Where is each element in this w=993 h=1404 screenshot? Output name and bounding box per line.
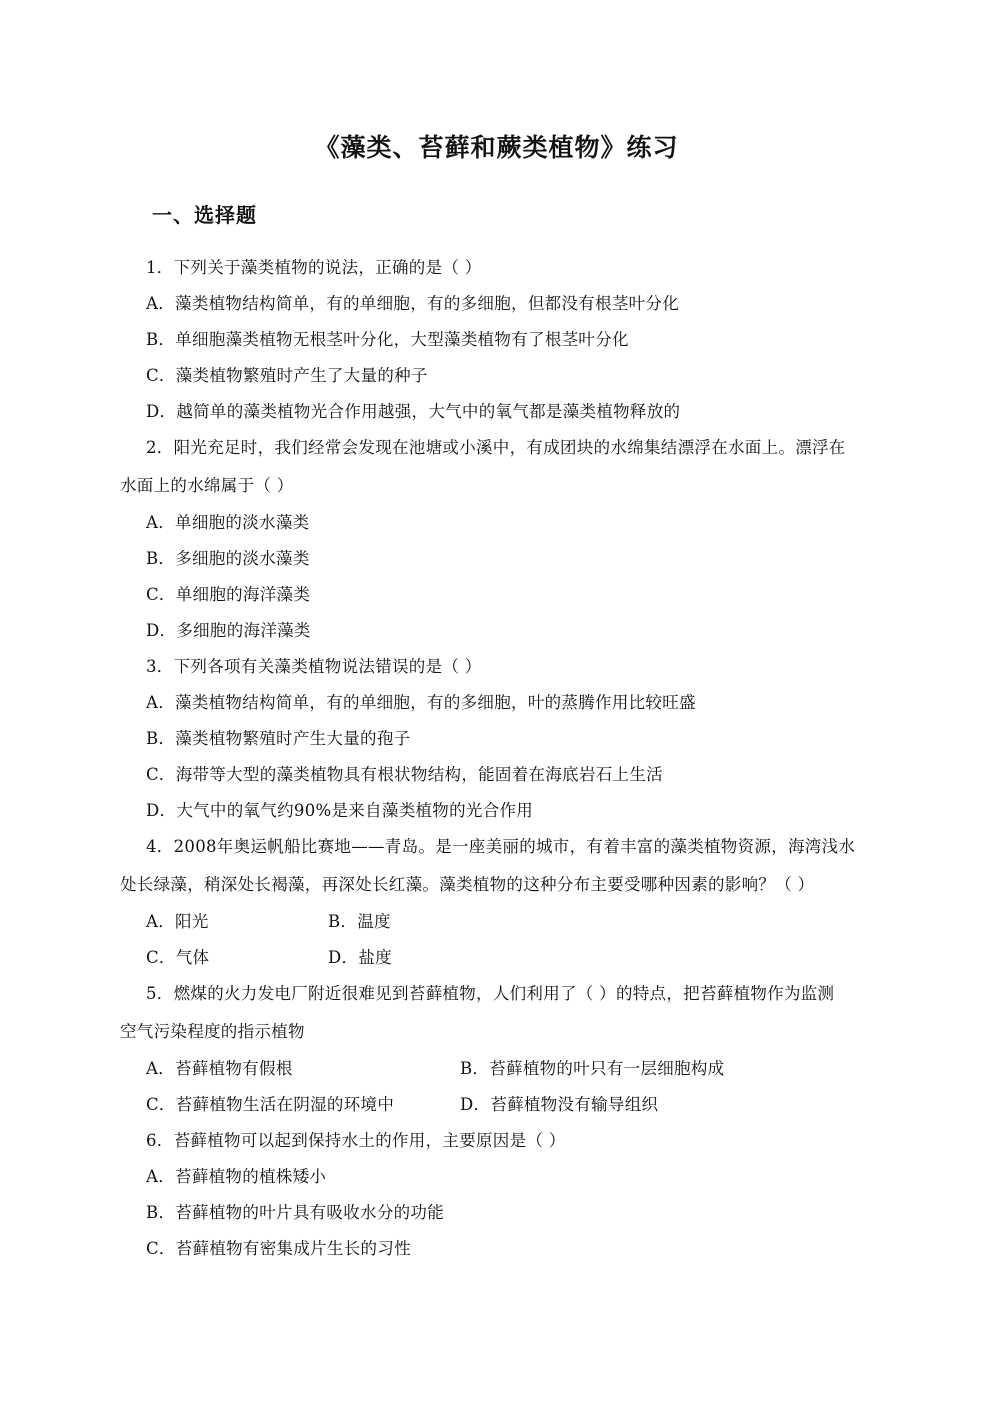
q4-option-c: C．气体 <box>146 948 210 967</box>
q5-option-d: D．苔藓植物没有输导组织 <box>460 1095 659 1114</box>
q4-option-d: D．盐度 <box>328 948 392 967</box>
question-5-cont: 空气污染程度的指示植物 <box>120 1022 305 1041</box>
q4-option-a: A．阳光 <box>146 912 209 931</box>
q2-option-c: C．单细胞的海洋藻类 <box>146 585 311 604</box>
question-4: 4．2008年奥运帆船比赛地——青岛。是一座美丽的城市，有着丰富的藻类植物资源，海湾浅水 <box>146 837 856 856</box>
q3-option-b: B．藻类植物繁殖时产生大量的孢子 <box>146 729 411 748</box>
question-2: 2．阳光充足时，我们经常会发现在池塘或小溪中，有成团块的水绵集结漂浮在水面上。漂浮在 <box>146 438 846 457</box>
question-1: 1．下列关于藻类植物的说法，正确的是（ ） <box>146 258 482 277</box>
q4-option-b: B．温度 <box>328 912 391 931</box>
q6-option-c: C．苔藓植物有密集成片生长的习性 <box>146 1239 411 1258</box>
q5-option-a: A．苔藓植物有假根 <box>146 1059 293 1078</box>
q6-option-b: B．苔藓植物的叶片具有吸收水分的功能 <box>146 1203 445 1222</box>
question-4-cont: 处长绿藻，稍深处长褐藻，再深处长红藻。藻类植物的这种分布主要受哪种因素的影响？（ ） <box>120 875 815 894</box>
q5-option-b: B．苔藓植物的叶只有一层细胞构成 <box>460 1059 725 1078</box>
question-3: 3．下列各项有关藻类植物说法错误的是（ ） <box>146 657 482 676</box>
q3-option-d: D．大气中的氧气约90%是来自藻类植物的光合作用 <box>146 801 534 820</box>
q3-option-c: C．海带等大型的藻类植物具有根状物结构，能固着在海底岩石上生活 <box>146 765 663 784</box>
question-6: 6．苔藓植物可以起到保持水土的作用，主要原因是（ ） <box>146 1131 566 1150</box>
q6-option-a: A．苔藓植物的植株矮小 <box>146 1167 327 1186</box>
q1-option-a: A．藻类植物结构简单，有的单细胞，有的多细胞，但都没有根茎叶分化 <box>146 294 680 313</box>
q1-option-b: B．单细胞藻类植物无根茎叶分化，大型藻类植物有了根茎叶分化 <box>146 330 629 349</box>
q2-option-d: D．多细胞的海洋藻类 <box>146 621 311 640</box>
q1-option-d: D．越简单的藻类植物光合作用越强，大气中的氧气都是藻类植物释放的 <box>146 402 681 421</box>
q2-option-b: B．多细胞的淡水藻类 <box>146 549 310 568</box>
section-heading: 一、选择题 <box>152 203 257 227</box>
q1-option-c: C．藻类植物繁殖时产生了大量的种子 <box>146 366 428 385</box>
q5-option-c: C．苔藓植物生活在阴湿的环境中 <box>146 1095 395 1114</box>
question-2-cont: 水面上的水绵属于（ ） <box>120 476 294 495</box>
question-5: 5．燃煤的火力发电厂附近很难见到苔藓植物，人们利用了（ ）的特点，把苔藓植物作为监测 <box>146 984 835 1003</box>
q3-option-a: A．藻类植物结构简单，有的单细胞，有的多细胞，叶的蒸腾作用比较旺盛 <box>146 693 696 712</box>
page-title: 《藻类、苔藓和蕨类植物》练习 <box>314 133 679 162</box>
q2-option-a: A．单细胞的淡水藻类 <box>146 513 310 532</box>
